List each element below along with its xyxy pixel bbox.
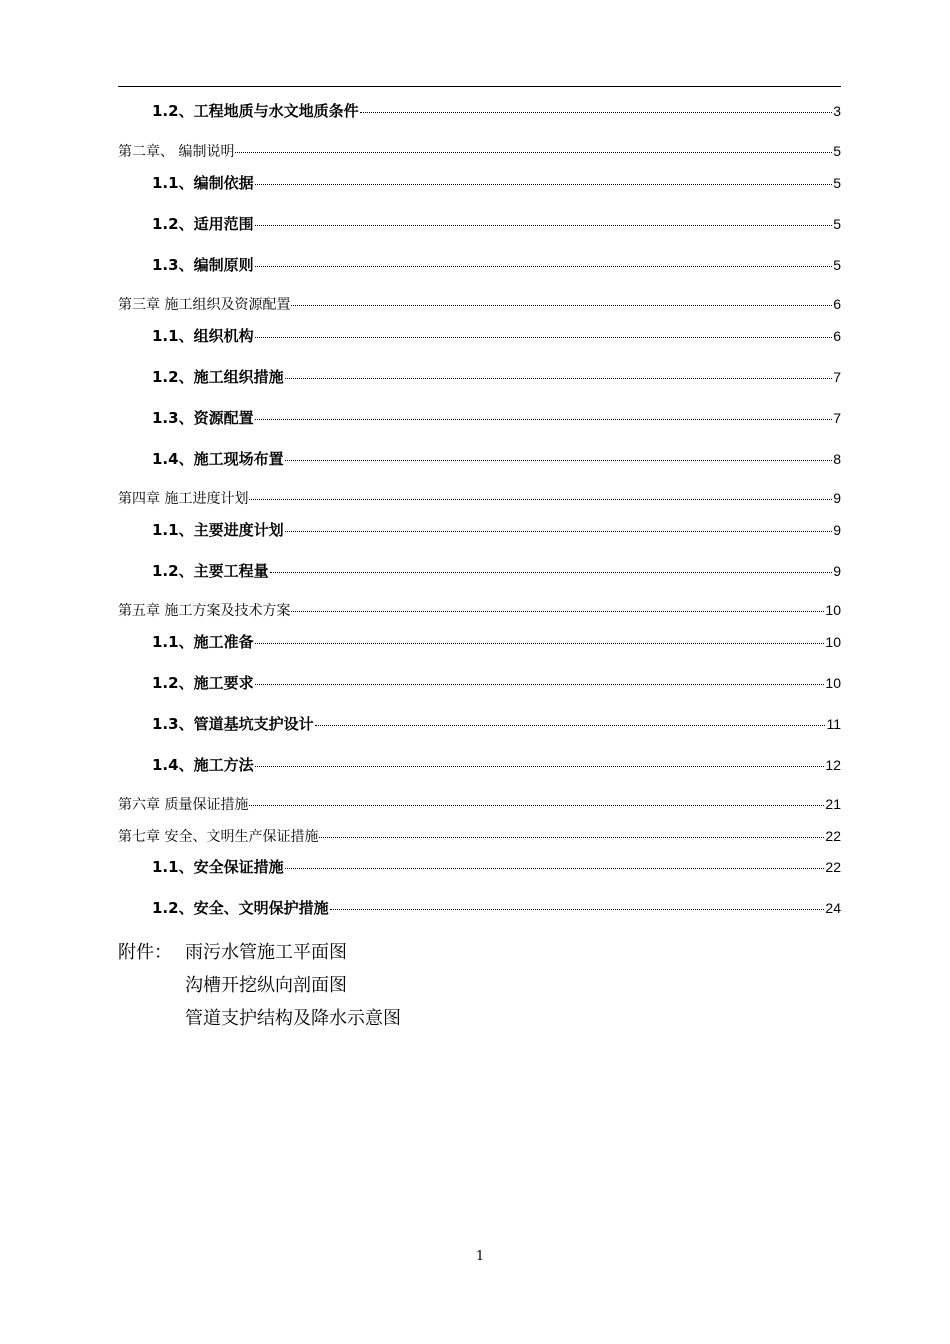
toc-entry-title: 第六章 质量保证措施 (118, 797, 249, 813)
toc-entry[interactable] (118, 448, 841, 469)
toc-entry-page: 10 (825, 602, 841, 618)
toc-entry[interactable] (118, 366, 841, 387)
toc-entry-title: 1.1、组织机构 (152, 327, 254, 345)
toc-entry[interactable] (118, 897, 841, 918)
toc-leader-dots (255, 337, 833, 338)
toc-leader-dots (255, 684, 825, 685)
toc-leader-dots (360, 112, 833, 113)
toc-entry-title: 1.2、安全、文明保护措施 (152, 899, 329, 917)
toc-entry-title: 1.4、施工现场布置 (152, 450, 284, 468)
toc-leader-dots (255, 184, 833, 185)
toc-entry-page: 6 (833, 296, 841, 312)
toc-entry-title: 1.2、主要工程量 (152, 562, 269, 580)
toc-entry[interactable] (118, 213, 841, 234)
toc-leader-dots (285, 868, 825, 869)
toc-entry-page: 5 (833, 143, 841, 159)
toc-leader-dots (255, 225, 833, 226)
toc-entry-title: 1.1、施工准备 (152, 633, 254, 651)
toc-leader-dots (291, 611, 824, 612)
toc-entry-title: 1.2、适用范围 (152, 215, 254, 233)
toc-leader-dots (285, 378, 833, 379)
toc-entry-page: 9 (833, 490, 841, 506)
toc-entry-page: 12 (825, 757, 841, 773)
toc-entry[interactable] (118, 794, 841, 814)
toc-entry-page: 5 (833, 216, 841, 232)
toc-entry[interactable] (118, 713, 841, 734)
attachment-item: 管道支护结构及降水示意图 (185, 1008, 401, 1029)
header-rule (118, 86, 841, 87)
toc-entry[interactable] (118, 488, 841, 508)
toc-entry-title: 1.2、工程地质与水文地质条件 (152, 102, 359, 120)
toc-entry[interactable] (118, 672, 841, 693)
toc-leader-dots (330, 909, 825, 910)
toc-leader-dots (315, 725, 826, 726)
toc-entry-title: 1.1、主要进度计划 (152, 521, 284, 539)
toc-entry-title: 第五章 施工方案及技术方案 (118, 603, 291, 619)
toc-entry-page: 8 (833, 451, 841, 467)
toc-entry-title: 1.2、施工组织措施 (152, 368, 284, 386)
toc-entry-title: 1.1、编制依据 (152, 174, 254, 192)
toc-entry-title: 1.4、施工方法 (152, 756, 254, 774)
toc-entry-page: 24 (825, 900, 841, 916)
toc-entry[interactable] (118, 407, 841, 428)
attachment-item: 雨污水管施工平面图 (185, 942, 347, 963)
toc-entry-title: 第二章、 编制说明 (118, 144, 235, 160)
toc-entry[interactable] (118, 254, 841, 275)
toc-entry[interactable] (118, 100, 841, 121)
toc-entry-page: 7 (833, 410, 841, 426)
toc-entry[interactable] (118, 172, 841, 193)
toc-leader-dots (235, 152, 832, 153)
toc-entry[interactable] (118, 754, 841, 775)
toc-entry[interactable] (118, 325, 841, 346)
toc-entry-page: 6 (833, 328, 841, 344)
toc-leader-dots (249, 805, 824, 806)
toc-entry[interactable] (118, 519, 841, 540)
toc-entry-page: 3 (833, 103, 841, 119)
toc-entry-title: 第四章 施工进度计划 (118, 491, 249, 507)
toc-entry-page: 22 (825, 828, 841, 844)
toc-leader-dots (319, 837, 824, 838)
toc-entry-title: 1.1、安全保证措施 (152, 858, 284, 876)
toc-entry[interactable] (118, 141, 841, 161)
attachments (118, 938, 518, 1038)
toc-entry-title: 1.3、编制原则 (152, 256, 254, 274)
toc-leader-dots (285, 531, 833, 532)
toc-entry-page: 21 (825, 796, 841, 812)
toc-leader-dots (285, 460, 833, 461)
toc-entry[interactable] (118, 560, 841, 581)
toc-entry-title: 1.2、施工要求 (152, 674, 254, 692)
toc-entry[interactable] (118, 856, 841, 877)
page-number: 1 (475, 1249, 485, 1264)
toc-leader-dots (255, 766, 825, 767)
attachment-item: 沟槽开挖纵向剖面图 (185, 975, 347, 996)
toc-entry-page: 11 (826, 716, 841, 732)
toc-entry-page: 7 (833, 369, 841, 385)
toc-leader-dots (255, 643, 825, 644)
toc-entry-title: 第三章 施工组织及资源配置 (118, 297, 291, 313)
toc-entry-page: 10 (825, 675, 841, 691)
toc-entry-page: 5 (833, 257, 841, 273)
toc-entry[interactable] (118, 826, 841, 846)
toc-entry-page: 9 (833, 563, 841, 579)
toc-entry-page: 5 (833, 175, 841, 191)
toc-leader-dots (255, 266, 833, 267)
toc-entry-title: 1.3、资源配置 (152, 409, 254, 427)
toc-leader-dots (255, 419, 833, 420)
toc-entry[interactable] (118, 294, 841, 314)
toc-leader-dots (249, 499, 832, 500)
toc-leader-dots (291, 305, 832, 306)
toc-leader-dots (270, 572, 833, 573)
toc-entry-page: 22 (825, 859, 841, 875)
toc-entry[interactable] (118, 600, 841, 620)
toc-entry-title: 1.3、管道基坑支护设计 (152, 715, 314, 733)
toc-entry[interactable] (118, 631, 841, 652)
toc-entry-title: 第七章 安全、文明生产保证措施 (118, 829, 319, 845)
toc-entry-page: 10 (825, 634, 841, 650)
attachments-label: 附件： (118, 942, 172, 963)
toc-entry-page: 9 (833, 522, 841, 538)
